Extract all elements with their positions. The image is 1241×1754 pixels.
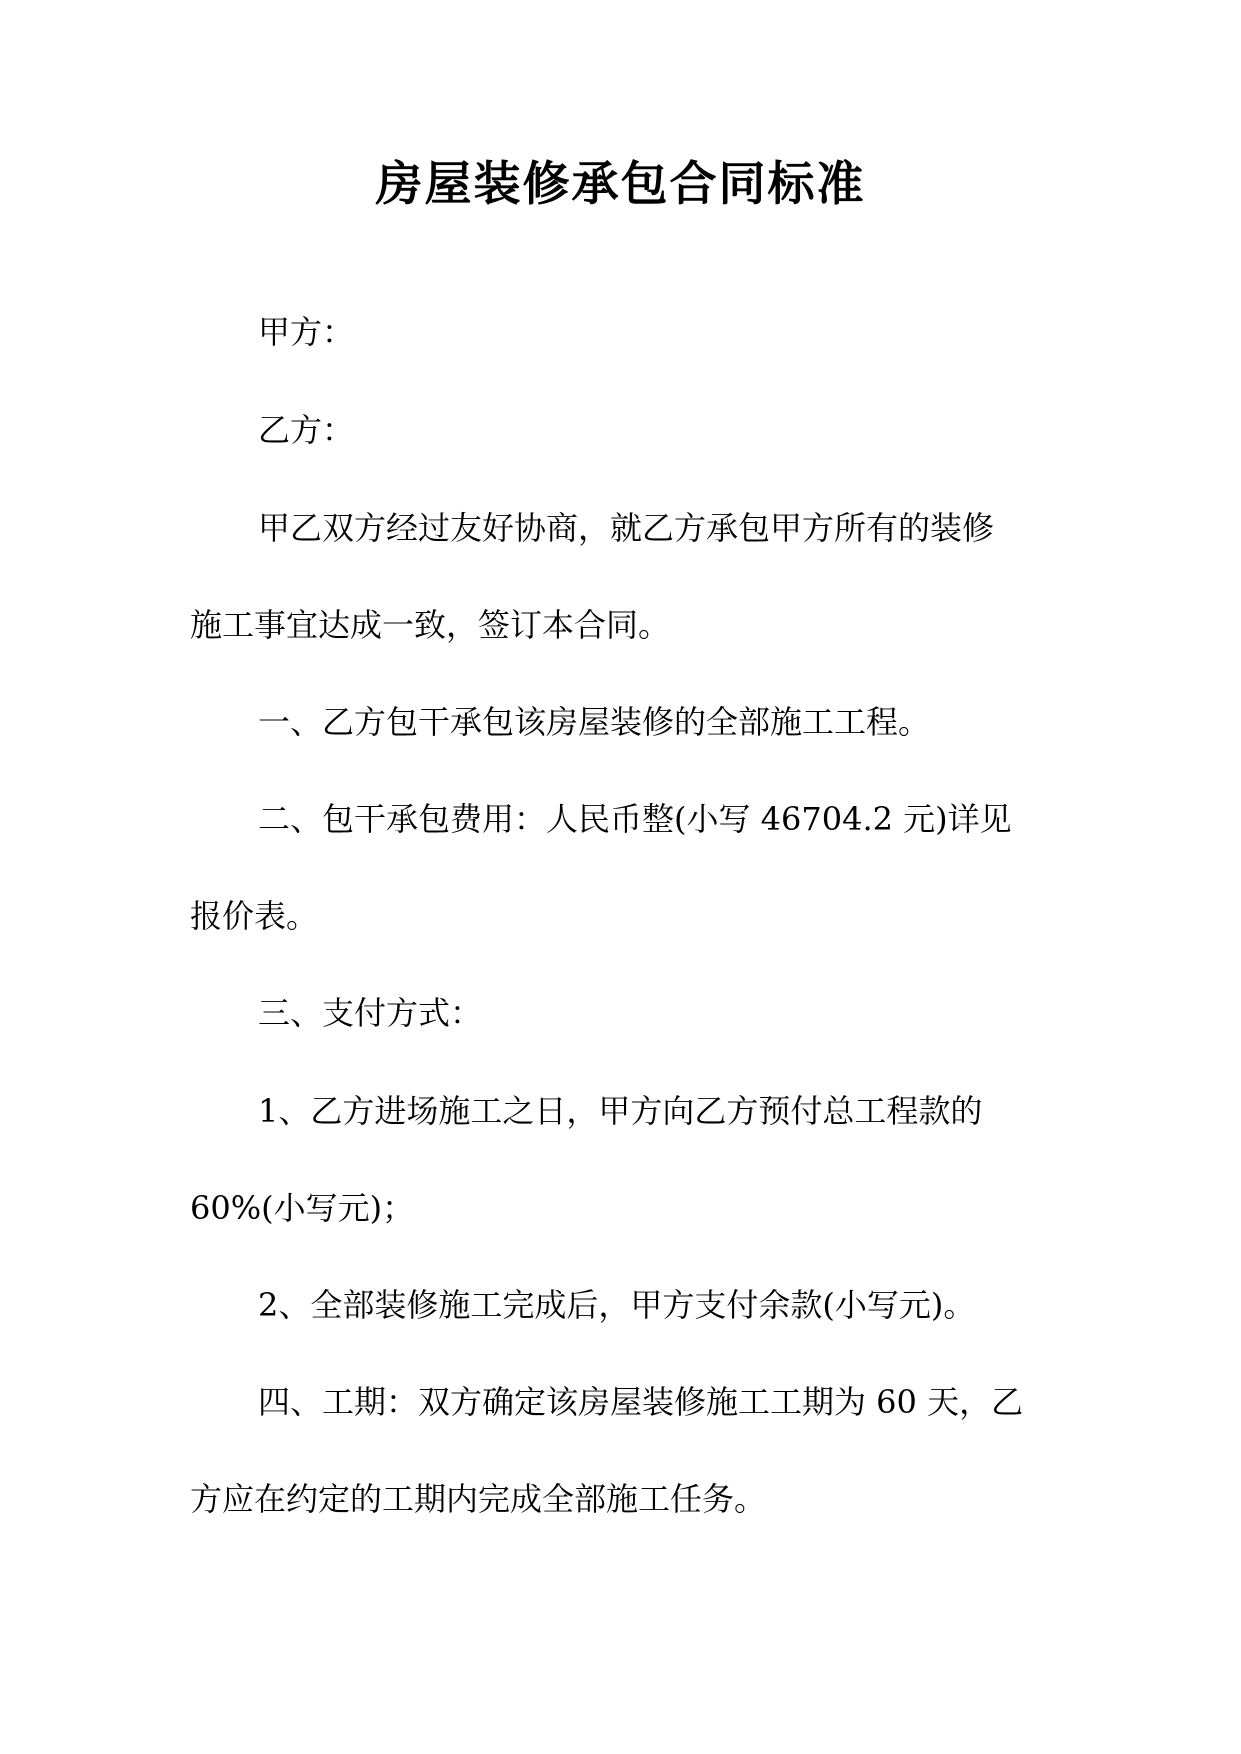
clause-4-line-2: 方应在约定的工期内完成全部施工任务。 — [190, 1480, 767, 1518]
preamble-line-2: 施工事宜达成一致，签订本合同。 — [190, 606, 671, 644]
payment-item-1-line-2: 60%(小写元)； — [190, 1189, 415, 1227]
party-a-line: 甲方： — [258, 313, 355, 351]
party-b-line: 乙方： — [258, 411, 355, 449]
clause-1-line: 一、乙方包干承包该房屋装修的全部施工工程。 — [258, 703, 931, 741]
clause-4-line-1: 四、工期：双方确定该房屋装修施工工期为 60 天，乙 — [258, 1383, 1024, 1421]
preamble-line-1: 甲乙双方经过友好协商，就乙方承包甲方所有的装修 — [258, 509, 995, 547]
clause-2-line-1: 二、包干承包费用：人民币整(小写 46704.2 元)详见 — [258, 800, 1012, 838]
clause-3-heading: 三、支付方式： — [258, 994, 483, 1032]
document-title: 房屋装修承包合同标准 — [375, 157, 866, 212]
payment-item-1-line-1: 1、乙方进场施工之日，甲方向乙方预付总工程款的 — [258, 1092, 983, 1130]
clause-2-line-2: 报价表。 — [190, 897, 319, 935]
payment-item-2-line: 2、全部装修施工完成后，甲方支付余款(小写元)。 — [258, 1286, 976, 1324]
